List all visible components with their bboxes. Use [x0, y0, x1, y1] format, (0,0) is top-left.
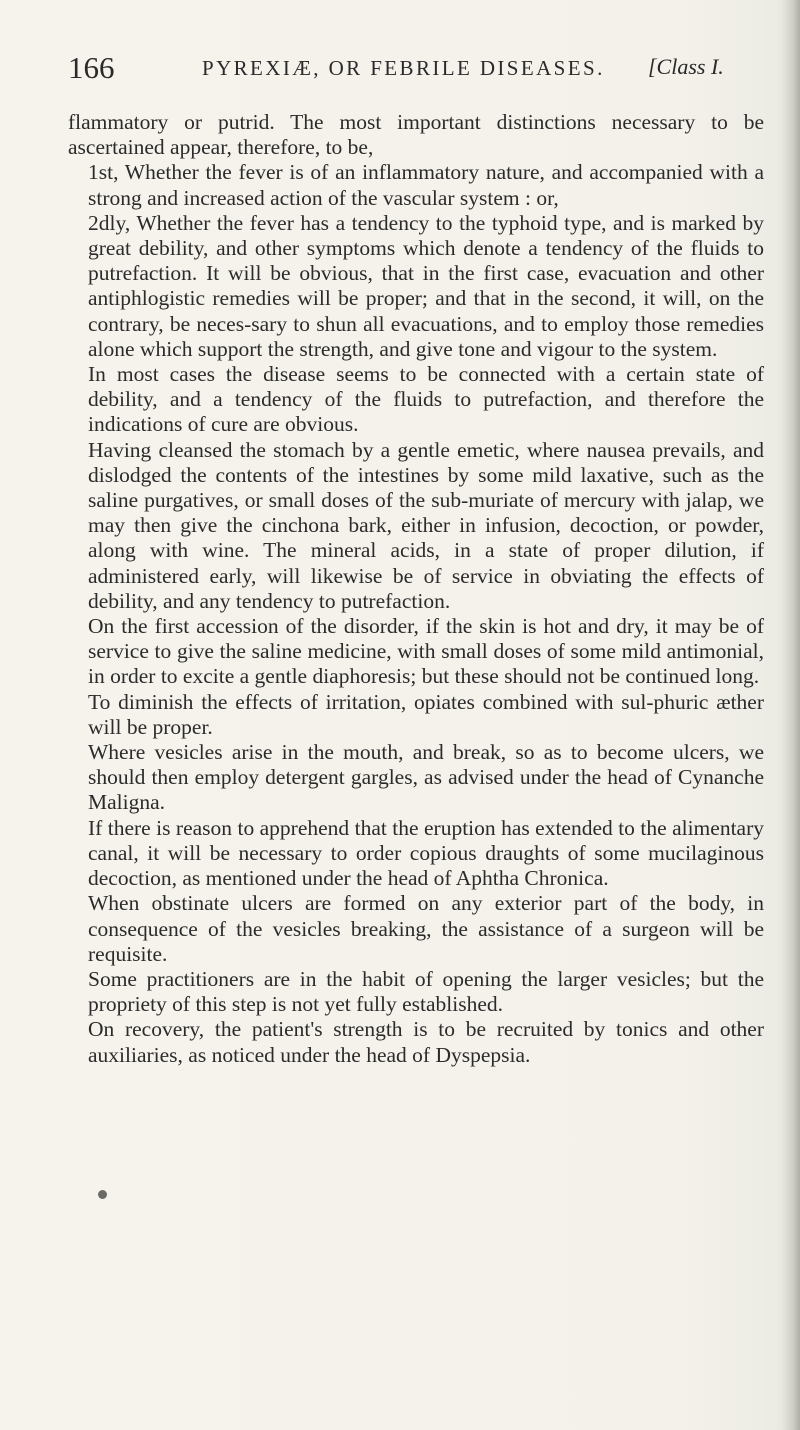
running-title: PYREXIÆ, OR FEBRILE DISEASES.	[202, 56, 605, 80]
ink-spot	[98, 1190, 107, 1199]
class-label: [Class I.	[648, 54, 724, 79]
body-text	[68, 110, 764, 1068]
paragraph-second-distinction: 2dly, Whether the fever has a tendency to the typhoid type, and is marked by great debility, and other symptoms which denote a tendency of the fluids to putrefaction. It will be obvious, that in the first case, evacuation and other antiphlogistic remedies will be proper; and that in the second, it will, on the contrary, be neces-sary to shun all evacuations, and to employ those remedies alone which support the strength, and give tone and vigour to the system.	[88, 210, 764, 361]
paragraph-first-accession: On the first accession of the disorder, if the skin is hot and dry, it may be of service to give the saline medicine, with small doses of some mild antimonial, in order to excite a gentle diaphoresis; but these should not be continued long.	[88, 614, 764, 689]
page-number: 166	[68, 50, 115, 85]
page-header	[68, 50, 768, 90]
paragraph-practitioners: Some practitioners are in the habit of opening the larger vesicles; but the propriety of this step is not yet fully established.	[88, 966, 764, 1017]
paragraph-irritation: To diminish the effects of irritation, opiates combined with sul-phuric æther will be proper.	[88, 689, 764, 739]
page-edge-shadow	[782, 0, 800, 1430]
paragraph-alimentary-canal: If there is reason to apprehend that the eruption has extended to the alimentary canal, it will be necessary to order copious draughts of some mucilaginous decoction, as mentioned under the head of Aphtha Chronica.	[88, 815, 764, 891]
paragraph-obstinate-ulcers: When obstinate ulcers are formed on any exterior part of the body, in consequence of the vesicles breaking, the assistance of a surgeon will be requisite.	[88, 891, 764, 966]
paragraph-treatment: Having cleansed the stomach by a gentle emetic, where nausea prevails, and dislodged the contents of the intestines by some mild laxative, such as the saline purgatives, or small doses of the sub-muriate of mercury with jalap, we may then give the cinchona bark, either in infusion, decoction, or powder, along with wine. The mineral acids, in a state of proper dilution, if administered early, will likewise be of service in obviating the effects of debility, and any tendency to putrefaction.	[88, 437, 764, 613]
paragraph-continuation: flammatory or putrid. The most important distinctions necessary to be ascertained appear, therefore, to be,	[68, 110, 764, 160]
paragraph-vesicles-mouth: Where vesicles arise in the mouth, and break, so as to become ulcers, we should then employ detergent gargles, as advised under the head of Cynanche Maligna.	[88, 740, 764, 815]
paragraph-recovery: On recovery, the patient's strength is to be recruited by tonics and other auxiliaries, as noticed under the head of Dyspepsia.	[88, 1017, 764, 1067]
paragraph-debility: In most cases the disease seems to be connected with a certain state of debility, and a tendency of the fluids to putrefaction, and therefore the indications of cure are obvious.	[88, 362, 764, 437]
paragraph-first-distinction: 1st, Whether the fever is of an inflammatory nature, and accompanied with a strong and increased action of the vascular system : or,	[88, 160, 764, 210]
